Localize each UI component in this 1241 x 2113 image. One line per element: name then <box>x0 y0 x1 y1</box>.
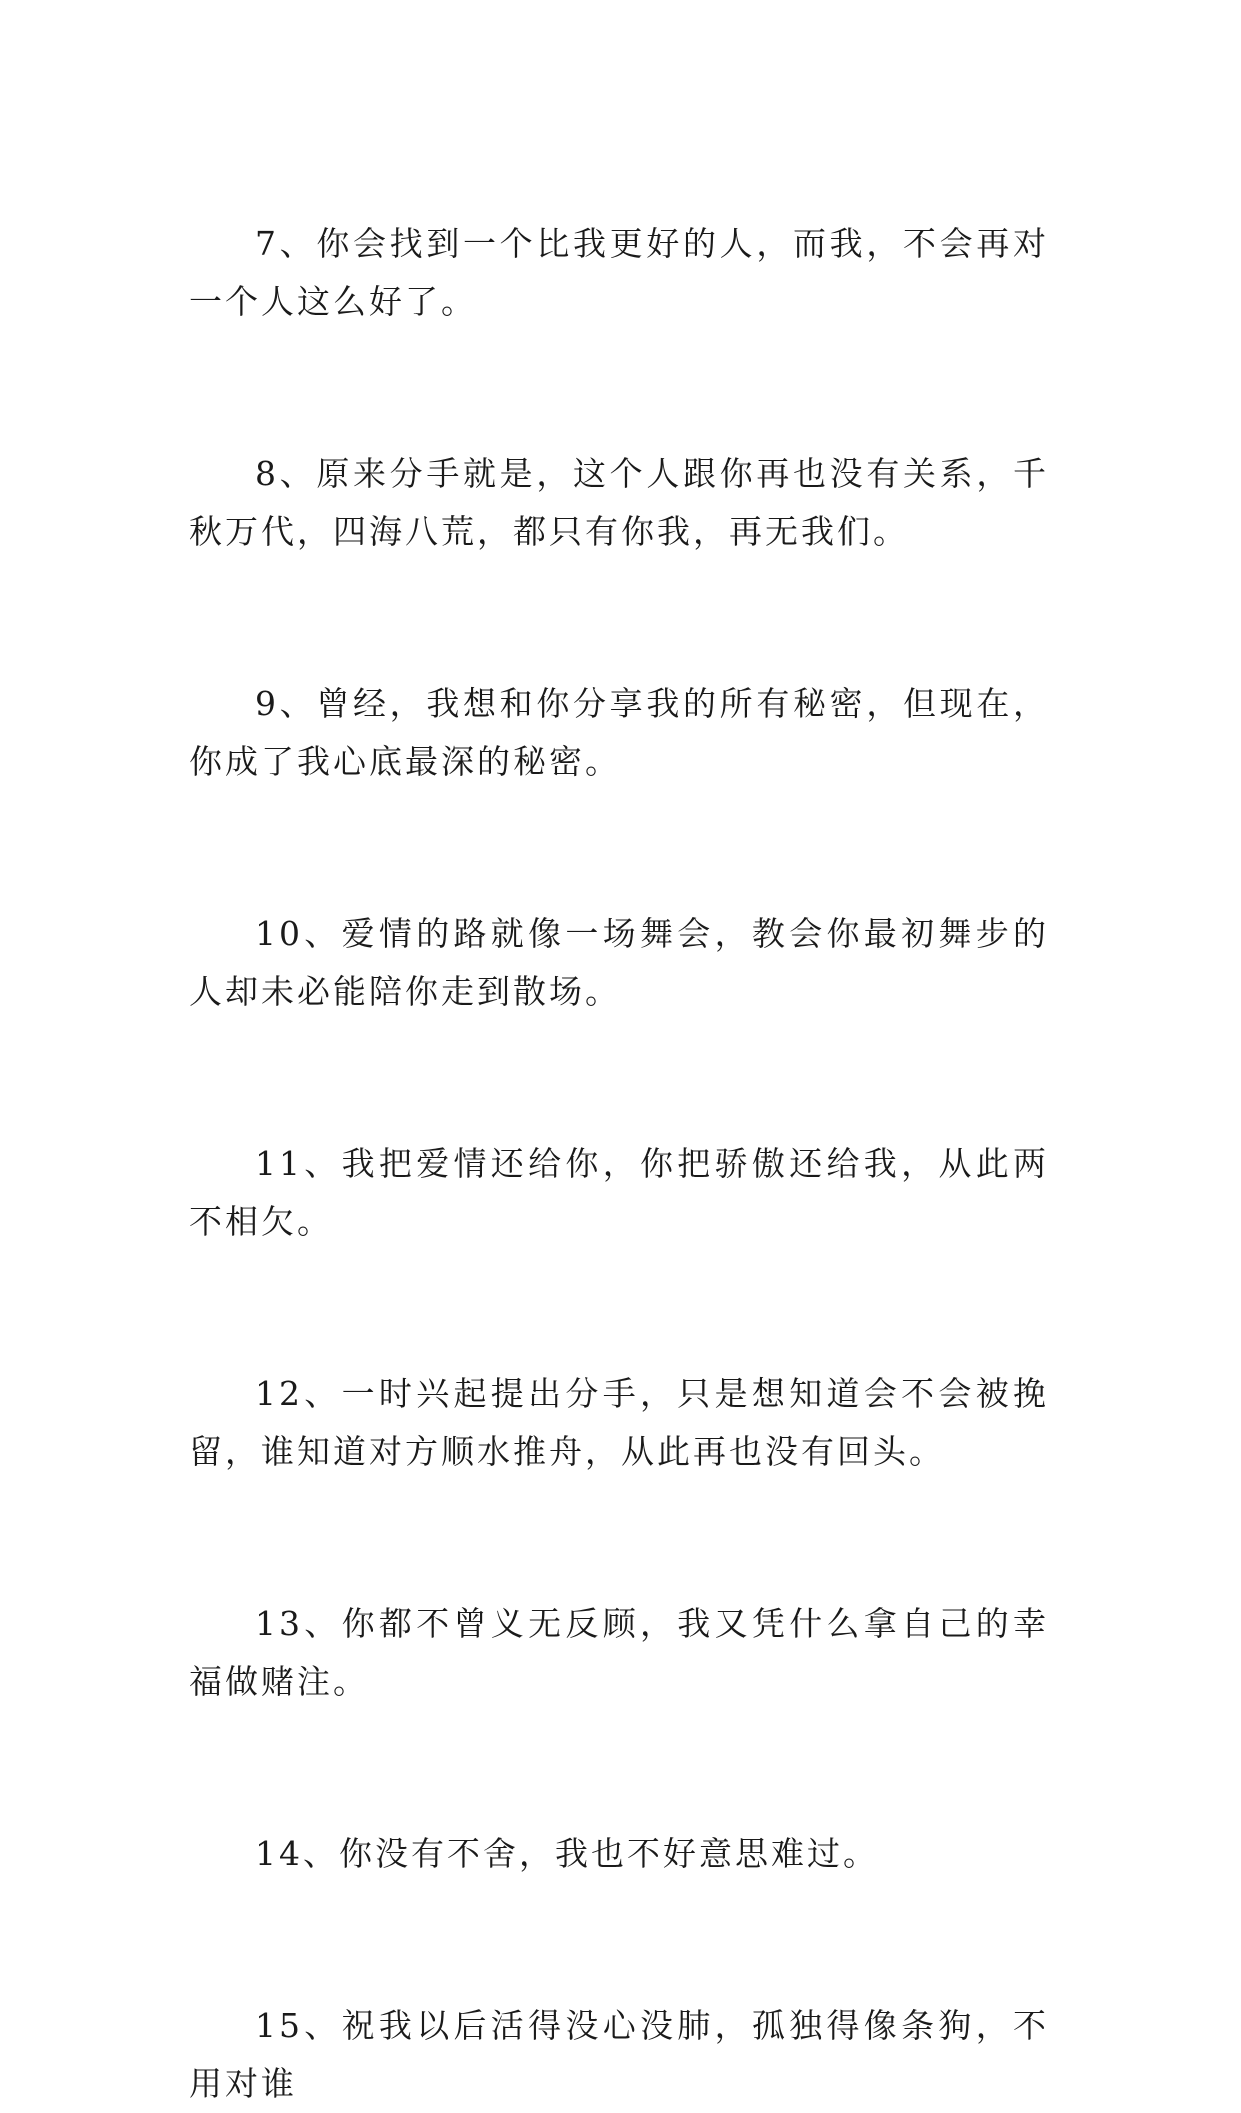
paragraph-14: 14、你没有不舍，我也不好意思难过。 <box>255 1834 879 1873</box>
paragraph-7: 7、你会找到一个比我更好的人，而我，不会再对一个人这么好了。 <box>189 224 1049 321</box>
paragraph-11: 11、我把爱情还给你，你把骄傲还给我，从此两不相欠。 <box>189 1144 1049 1241</box>
document-body <box>189 215 1049 2113</box>
paragraph-12: 12、一时兴起提出分手，只是想知道会不会被挽留，谁知道对方顺水推舟，从此再也没有回头。 <box>189 1374 1049 1471</box>
paragraph-8: 8、原来分手就是，这个人跟你再也没有关系，千秋万代，四海八荒，都只有你我，再无我们。 <box>189 454 1049 551</box>
paragraph-9: 9、曾经，我想和你分享我的所有秘密，但现在，你成了我心底最深的秘密。 <box>189 684 1049 781</box>
paragraph-15: 15、祝我以后活得没心没肺，孤独得像条狗，不用对谁 <box>189 2006 1049 2103</box>
paragraph-13: 13、你都不曾义无反顾，我又凭什么拿自己的幸福做赌注。 <box>189 1604 1049 1701</box>
paragraph-10: 10、爱情的路就像一场舞会，教会你最初舞步的人却未必能陪你走到散场。 <box>189 914 1049 1011</box>
